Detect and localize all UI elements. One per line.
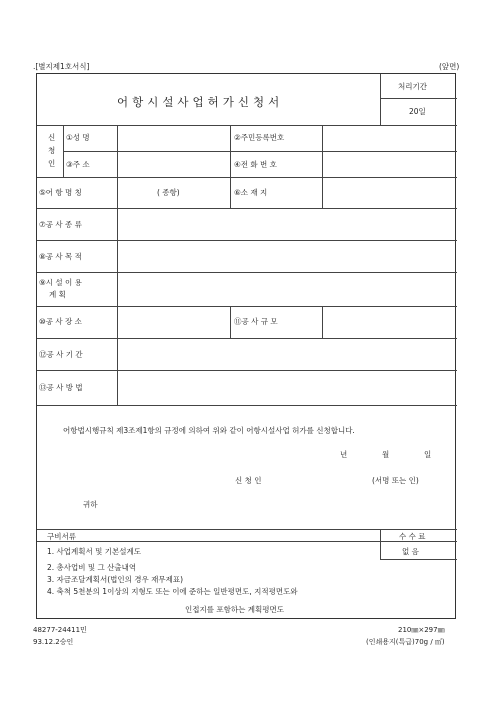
- phone-label: ④전 화 번 호: [234, 160, 277, 169]
- processing-period-value: 20일: [409, 107, 426, 116]
- front-side-label: (앞면): [439, 62, 460, 71]
- document-item: 3. 자금조달계획서(법인의 경우 재무제표): [47, 575, 184, 584]
- application-form: [36, 73, 456, 619]
- usage-plan-label-2: 계 획: [49, 290, 66, 299]
- date-day: 일: [424, 450, 432, 459]
- applicant-group-label-3: 인: [48, 159, 56, 168]
- work-method-label: ⑬공 사 방 법: [39, 383, 83, 392]
- document-item: 4. 축척 5천분의 1이상의 지형도 또는 이에 준하는 일반평면도, 지적평면도와: [47, 587, 298, 596]
- paper-size: 210㎜×297㎜: [398, 626, 445, 634]
- declaration-text: 어항법시행규칙 제3조제1항의 규정에 의하여 위와 같이 어항시설사업 허가를 신청합니다.: [63, 426, 355, 435]
- form-code: 48277-24411민: [33, 626, 87, 634]
- paper-spec: (인쇄용지(특급)70g / ㎡): [366, 638, 445, 646]
- approval-date: 93.12.2승인: [33, 638, 74, 646]
- document-item: 인접지를 포함하는 계획평면도: [185, 605, 284, 614]
- processing-period-label: 처리기간: [398, 82, 427, 91]
- work-place-label: ⑩공 사 장 소: [39, 317, 82, 326]
- signature-text: (서명 또는 인): [372, 476, 419, 485]
- date-year: 년: [340, 450, 348, 459]
- work-scale-label: ⑪공 사 규 모: [234, 317, 278, 326]
- fee-header: 수 수 료: [399, 532, 426, 541]
- port-class-text: ( 종항): [157, 188, 180, 197]
- page-title: 어항시설사업허가신청서: [117, 95, 284, 109]
- applicant-group-label-2: 청: [48, 146, 56, 155]
- name-label: ①성 명: [66, 133, 90, 142]
- document-item: 2. 총사업비 및 그 산출내역: [47, 563, 137, 572]
- fee-value: 없 음: [402, 547, 419, 556]
- rrn-label: ②주민등록번호: [234, 133, 285, 142]
- date-month: 월: [382, 450, 390, 459]
- usage-plan-label-1: ⑨시 설 이 용: [39, 278, 82, 287]
- port-name-label: ⑤어 항 명 칭: [39, 188, 82, 197]
- work-type-label: ⑦공 사 종 류: [39, 220, 82, 229]
- applicant-sign-label: 신 청 인: [235, 476, 262, 485]
- applicant-group-label-1: 신: [48, 133, 56, 142]
- document-item: 1. 사업계획서 및 기본설계도: [47, 547, 142, 556]
- work-purpose-label: ⑧공 사 목 적: [39, 252, 82, 261]
- work-period-label: ⑫공 사 기 간: [39, 350, 83, 359]
- documents-header: 구비서류: [47, 532, 76, 541]
- address-label: ③주 소: [66, 160, 90, 169]
- addressee-suffix: 귀하: [83, 500, 98, 509]
- form-number: .[별지제1호서식]: [33, 62, 90, 71]
- location-label: ⑥소 재 지: [234, 188, 268, 197]
